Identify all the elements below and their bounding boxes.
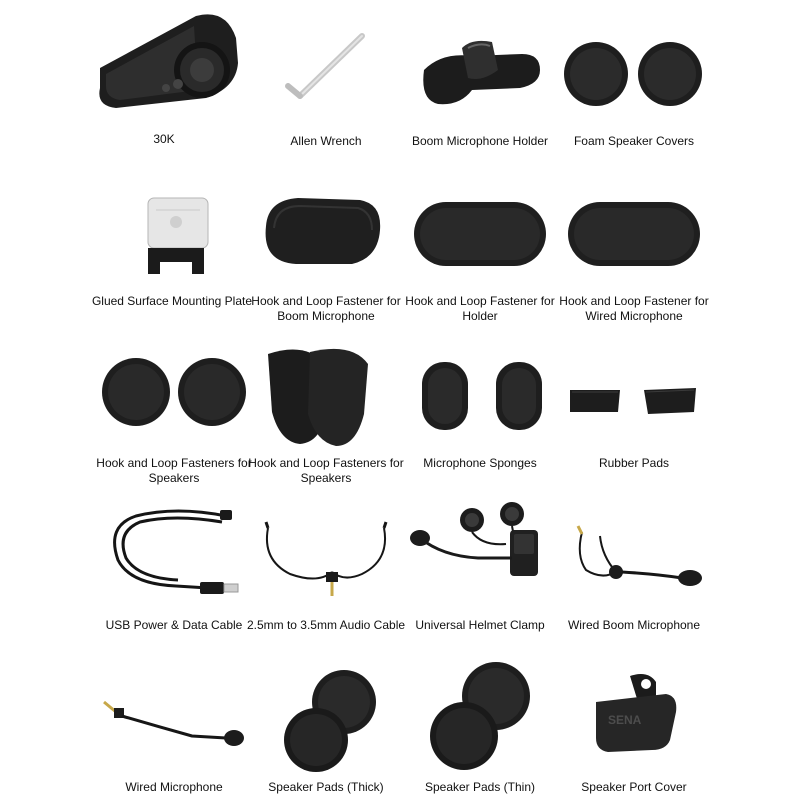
wired-boom-mic-icon: [556, 500, 712, 615]
velcro-pad-icon: [402, 170, 558, 285]
item-label: Hook and Loop Fastener for Holder: [405, 294, 555, 323]
item-label: Rubber Pads: [598, 456, 670, 470]
usb-cable-icon: [96, 500, 252, 615]
brand-text: SENA: [608, 713, 642, 727]
item-label: Foam Speaker Covers: [573, 134, 695, 148]
item-label: Speaker Pads (Thick): [268, 780, 384, 794]
item-label: Allen Wrench: [290, 134, 362, 148]
speaker-pad-icon: [402, 662, 558, 777]
item-label: Speaker Pads (Thin): [424, 780, 536, 794]
foam-cover-icon: [556, 8, 712, 123]
mic-holder-icon: [402, 8, 558, 123]
item-label: Hook and Loop Fasteners for Speakers: [248, 456, 404, 485]
mic-sponge-icon: [402, 340, 558, 455]
allen-wrench-icon: [248, 8, 404, 123]
item-label: 2.5mm to 3.5mm Audio Cable: [246, 618, 406, 632]
item-label: Universal Helmet Clamp: [415, 618, 545, 632]
item-label: 30K: [153, 132, 175, 146]
audio-cable-icon: [248, 500, 404, 615]
velcro-round-icon: [96, 340, 252, 455]
item-label: Boom Microphone Holder: [411, 134, 549, 148]
item-label: Wired Boom Microphone: [567, 618, 701, 632]
item-label: Microphone Sponges: [423, 456, 537, 470]
speaker-pad-icon: [248, 662, 404, 777]
item-label: Hook and Loop Fasteners for Speakers: [96, 456, 252, 485]
item-label: USB Power & Data Cable: [105, 618, 243, 632]
item-label: Hook and Loop Fastener for Boom Microphone: [251, 294, 401, 323]
item-label: Wired Microphone: [125, 780, 223, 794]
wired-mic-icon: [96, 662, 252, 777]
item-label: Speaker Port Cover: [581, 780, 687, 794]
helmet-clamp-icon: [402, 500, 558, 615]
item-label: Glued Surface Mounting Plate: [91, 294, 253, 308]
mounting-plate-icon: [94, 170, 250, 285]
velcro-teardrop-icon: [248, 340, 404, 455]
rubber-pad-icon: [556, 340, 712, 455]
port-cover-icon: [556, 662, 712, 777]
headset-unit-icon: [86, 8, 242, 123]
velcro-pad-icon: [556, 170, 712, 285]
velcro-pad-icon: [248, 170, 404, 285]
item-label: Hook and Loop Fastener for Wired Microphone: [559, 294, 709, 323]
